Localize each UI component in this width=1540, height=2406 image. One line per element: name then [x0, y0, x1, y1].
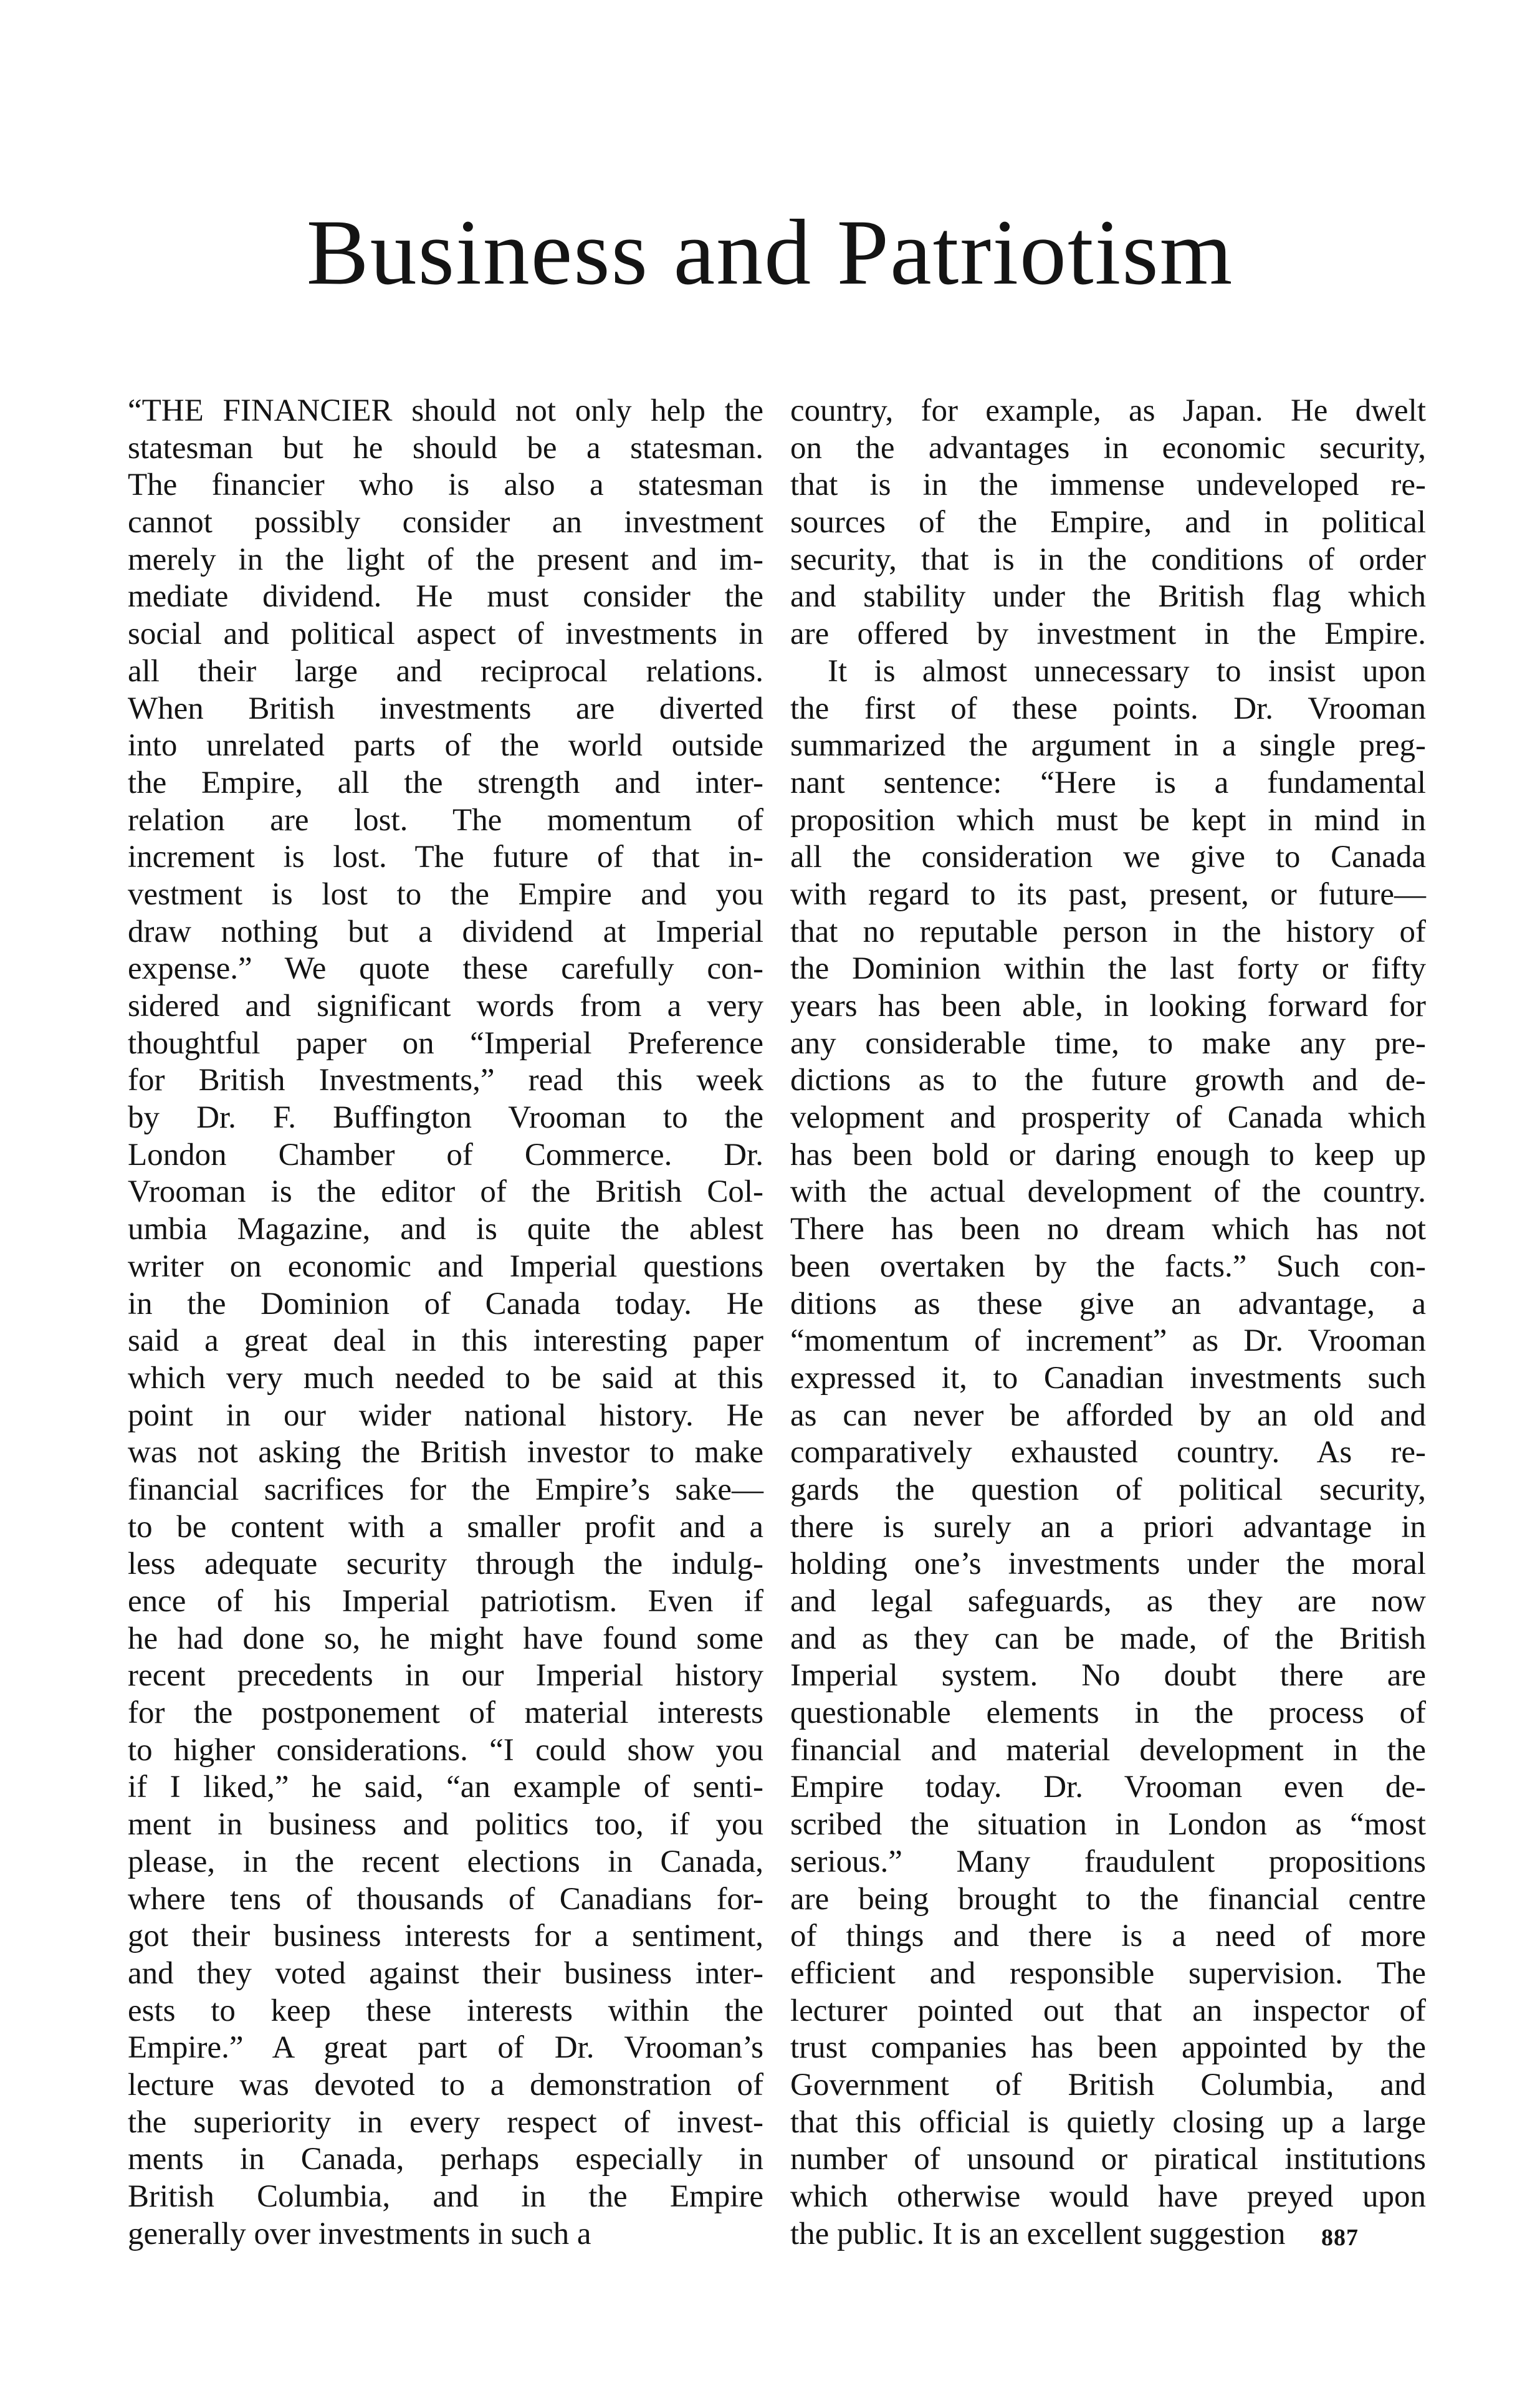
text-line: vestment is lost to the Empire and you [128, 876, 763, 912]
text-line: expense.” We quote these carefully con- [128, 951, 763, 987]
text-line: for the postponement of material interests [128, 1695, 763, 1731]
text-line: lecturer pointed out that an inspector of [790, 1993, 1426, 2028]
text-line: that this official is quietly closing up a large [790, 2104, 1426, 2140]
text-line: and they voted against their business inter- [128, 1955, 763, 1991]
text-line: by Dr. F. Buffington Vrooman to the [128, 1100, 763, 1136]
text-line: efficient and responsible supervision. The [790, 1955, 1426, 1991]
text-line: expressed it, to Canadian investments such [790, 1360, 1426, 1396]
text-line: sidered and significant words from a very [128, 989, 763, 1023]
text-line: the public. It is an excellent suggestion [790, 2216, 1286, 2251]
text-line: ditions as these give an advantage, a [790, 1286, 1426, 1321]
text-line: comparatively exhausted country. As re- [790, 1435, 1426, 1470]
text-line: lecture was devoted to a demonstration of [128, 2067, 763, 2102]
text-line: for British Investments,” read this week [128, 1063, 763, 1098]
text-line: are being brought to the financial centre [790, 1881, 1426, 1917]
text-line: When British investments are diverted [128, 691, 763, 726]
text-line: velopment and prosperity of Canada which [790, 1100, 1426, 1136]
text-line: scribed the situation in London as “most [790, 1807, 1426, 1843]
text-line: he had done so, he might have found some [128, 1621, 763, 1656]
text-line: trust companies has been appointed by the [790, 2030, 1426, 2066]
text-line: It is almost unnecessary to insist upon [828, 653, 1426, 689]
text-line: merely in the light of the present and im- [128, 542, 763, 577]
right-column [790, 393, 1426, 2253]
text-line: any considerable time, to make any pre- [790, 1025, 1426, 1061]
text-line: draw nothing but a dividend at Imperial [128, 914, 763, 949]
text-line: increment is lost. The future of that in- [128, 840, 763, 875]
text-line: are offered by investment in the Empire. [790, 616, 1426, 652]
text-line: has been bold or daring enough to keep up [790, 1137, 1426, 1172]
text-line: serious.” Many fraudulent propositions [790, 1844, 1426, 1879]
text-line: the Empire, all the strength and inter- [128, 765, 763, 800]
text-line: country, for example, as Japan. He dwelt [790, 393, 1426, 428]
text-line: London Chamber of Commerce. Dr. [128, 1137, 763, 1172]
text-line: that is in the immense undeveloped re- [790, 467, 1426, 503]
text-line: been overtaken by the facts.” Such con- [790, 1249, 1426, 1284]
text-line: nant sentence: “Here is a fundamental [790, 765, 1426, 800]
text-line: Empire.” A great part of Dr. Vrooman’s [128, 2030, 763, 2066]
text-line: Empire today. Dr. Vrooman even de- [790, 1770, 1426, 1805]
text-line: to higher considerations. “I could show you [128, 1732, 763, 1768]
text-line: years has been able, in looking forward for [790, 989, 1426, 1023]
text-line: as can never be afforded by an old and [790, 1397, 1426, 1433]
text-line: ments in Canada, perhaps especially in [128, 2142, 763, 2177]
text-line: ment in business and politics too, if you [128, 1807, 763, 1843]
left-column [128, 393, 763, 2253]
text-line: in the Dominion of Canada today. He [128, 1286, 763, 1321]
text-line: There has been no dream which has not [790, 1212, 1426, 1247]
text-line: writer on economic and Imperial questions [128, 1249, 763, 1284]
text-line: and as they can be made, of the British [790, 1621, 1426, 1656]
text-line: social and political aspect of investments in [128, 616, 763, 652]
text-line: which otherwise would have preyed upon [790, 2179, 1426, 2214]
text-line: cannot possibly consider an investment [128, 505, 763, 540]
text-line: less adequate security through the indulg- [128, 1546, 763, 1582]
text-line: ests to keep these interests within the [128, 1993, 763, 2028]
text-line: statesman but he should be a statesman. [128, 430, 763, 466]
text-line: please, in the recent elections in Canada, [128, 1844, 763, 1879]
text-line: and legal safeguards, as they are now [790, 1584, 1426, 1619]
text-line: summarized the argument in a single preg- [790, 728, 1426, 764]
text-line: the superiority in every respect of invest- [128, 2104, 763, 2140]
text-line: holding one’s investments under the moral [790, 1546, 1426, 1582]
text-line: was not asking the British investor to make [128, 1435, 763, 1470]
text-line: British Columbia, and in the Empire [128, 2179, 763, 2214]
text-line: into unrelated parts of the world outside [128, 728, 763, 764]
text-line: “momentum of increment” as Dr. Vrooman [790, 1323, 1426, 1359]
text-line: to be content with a smaller profit and a [128, 1509, 763, 1545]
text-line: of things and there is a need of more [790, 1919, 1426, 1954]
text-line: Imperial system. No doubt there are [790, 1658, 1426, 1694]
text-line: ence of his Imperial patriotism. Even if [128, 1584, 763, 1619]
text-line: with the actual development of the country. [790, 1174, 1426, 1210]
text-line: there is surely an a priori advantage in [790, 1509, 1426, 1545]
text-line: security, that is in the conditions of order [790, 542, 1426, 577]
text-line: on the advantages in economic security, [790, 430, 1426, 466]
text-line: proposition which must be kept in mind in [790, 802, 1426, 838]
text-line: with regard to its past, present, or future— [790, 876, 1426, 912]
text-line: number of unsound or piratical institutions [790, 2142, 1426, 2177]
text-line: point in our wider national history. He [128, 1397, 763, 1433]
text-line: dictions as to the future growth and de- [790, 1063, 1426, 1098]
text-line: financial sacrifices for the Empire’s sake— [128, 1472, 763, 1507]
text-line: got their business interests for a sentiment, [128, 1919, 763, 1954]
text-line: Government of British Columbia, and [790, 2067, 1426, 2102]
text-line: relation are lost. The momentum of [128, 802, 763, 838]
text-line: all their large and reciprocal relations. [128, 653, 763, 689]
text-line: if I liked,” he said, “an example of senti- [128, 1770, 763, 1805]
text-line: said a great deal in this interesting paper [128, 1323, 763, 1359]
text-line: recent precedents in our Imperial history [128, 1658, 763, 1694]
article-title: Business and Patriotism [306, 201, 1234, 304]
page-number: 887 [1321, 2225, 1359, 2251]
text-line: the first of these points. Dr. Vrooman [790, 691, 1426, 726]
text-line: Vrooman is the editor of the British Col- [128, 1174, 763, 1210]
text-line: sources of the Empire, and in political [790, 505, 1426, 540]
text-line: the Dominion within the last forty or fifty [790, 951, 1426, 987]
text-line: and stability under the British flag which [790, 579, 1426, 615]
text-line: umbia Magazine, and is quite the ablest [128, 1212, 763, 1247]
text-line: which very much needed to be said at this [128, 1360, 763, 1396]
text-line: gards the question of political security, [790, 1472, 1426, 1507]
text-line: that no reputable person in the history of [790, 914, 1426, 949]
text-line: questionable elements in the process of [790, 1695, 1426, 1731]
text-line: The financier who is also a statesman [128, 467, 763, 503]
text-line: financial and material development in the [790, 1732, 1426, 1768]
text-line: thoughtful paper on “Imperial Preference [128, 1025, 763, 1061]
text-line: all the consideration we give to Canada [790, 840, 1426, 875]
text-line: “THE FINANCIER should not only help the [128, 393, 763, 428]
text-line: generally over investments in such a [128, 2216, 591, 2251]
text-line: where tens of thousands of Canadians for- [128, 1881, 763, 1917]
text-line: mediate dividend. He must consider the [128, 579, 763, 615]
